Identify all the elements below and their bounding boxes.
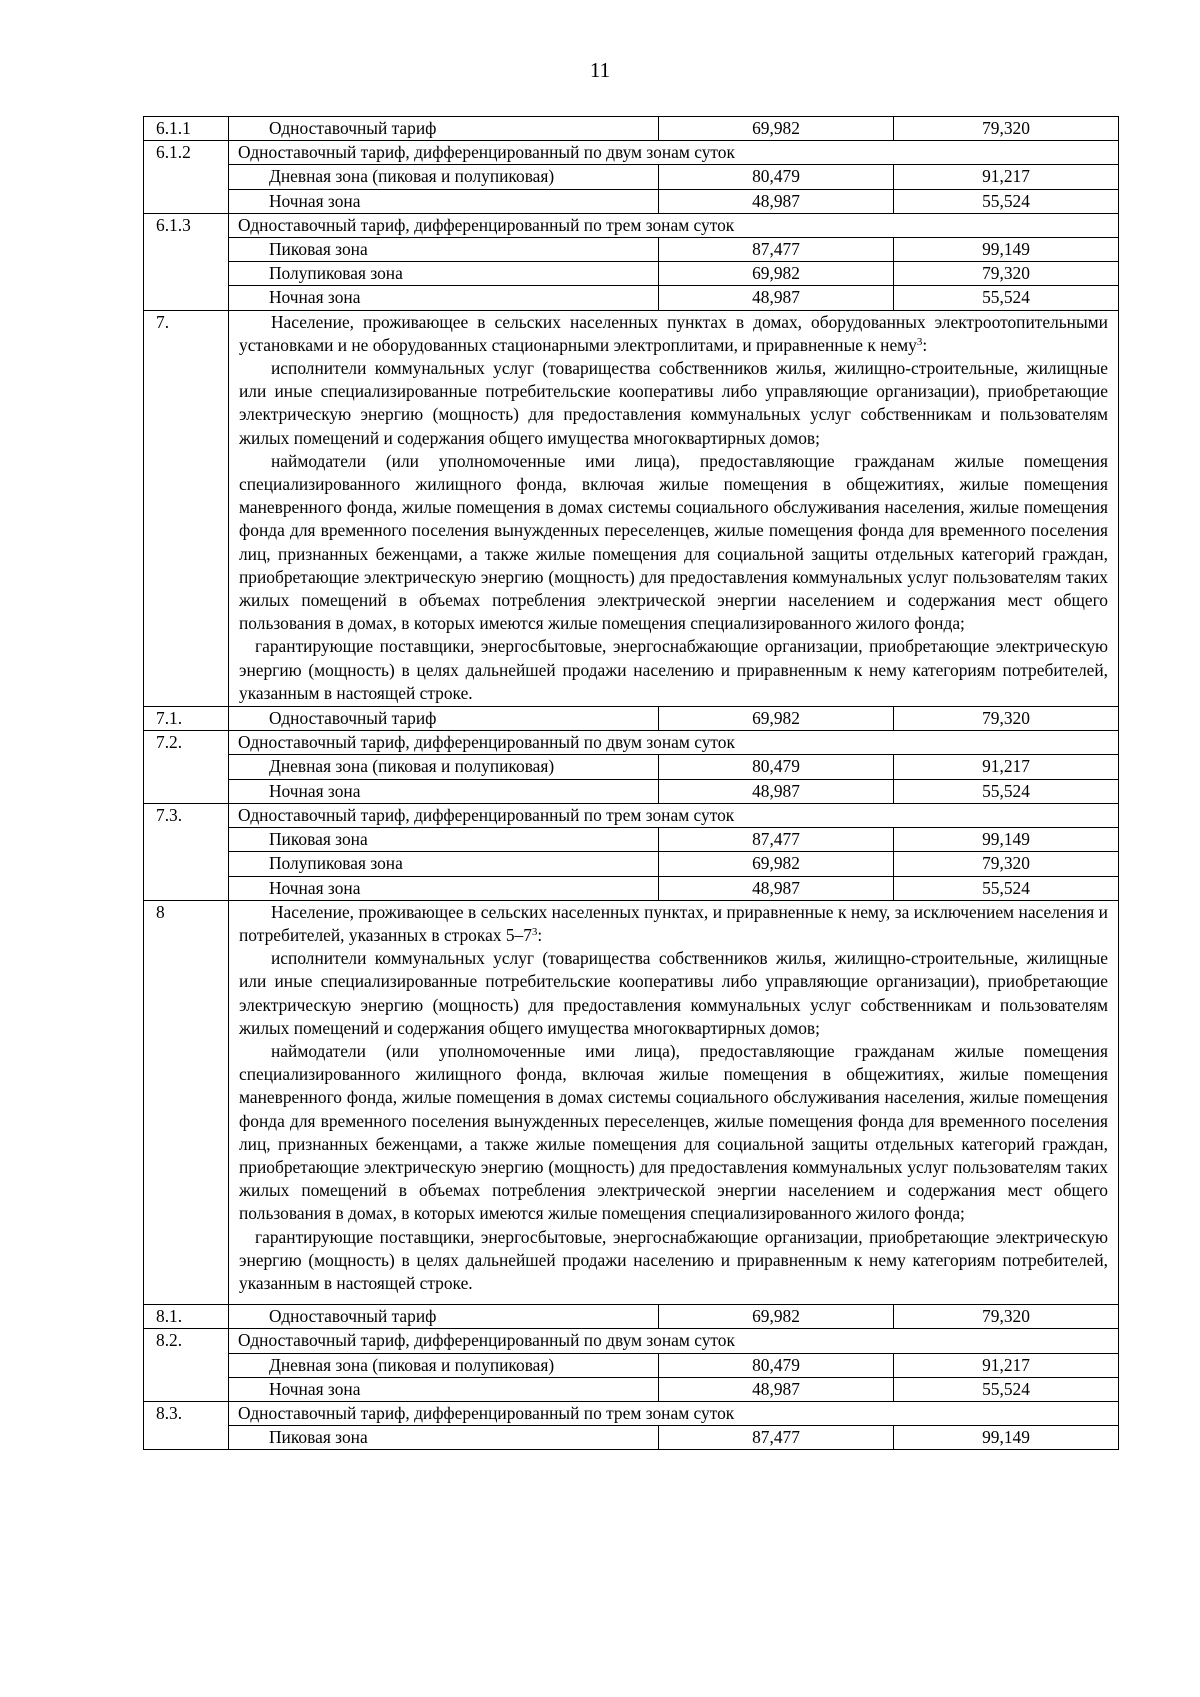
tariff-value-1: 48,987 bbox=[659, 876, 894, 900]
tariff-value-1: 69,982 bbox=[659, 117, 894, 141]
table-row bbox=[144, 731, 1119, 755]
footnote-ref: 3 bbox=[916, 335, 923, 348]
table-row bbox=[144, 1401, 1119, 1425]
tariff-name: Ночная зона bbox=[229, 876, 659, 900]
table-row bbox=[144, 803, 1119, 827]
tariff-name: Одноставочный тариф bbox=[229, 1305, 659, 1329]
table-row bbox=[144, 1353, 1119, 1377]
description-paragraph: наймодатели (или уполномоченные ими лица), предоставляющие гражданам жилые помещения специализированного жилищного фонда, включая жилые помещения в общежитиях, жилые помещения маневренного фонда, жилые помещения в домах системы социального обслуживания населения, жилые помещения фонда для временного поселения вынужденных переселенцев, жилые помещения фонда для временного поселения лиц, признанных беженцами, а также жилые помещения для социальной защиты отдельных категорий граждан, приобретающие электрическую энергию (мощность) для предоставления коммунальных услуг пользователям таких жилых помещений в объемах потребления электрической энергии населением и содержания мест общего пользования в домах, в которых имеются жилые помещения специализированного жилого фонда; bbox=[239, 1040, 1108, 1224]
tariff-value-1: 87,477 bbox=[659, 828, 894, 852]
tariff-value-2: 91,217 bbox=[894, 755, 1119, 779]
row-number: 8 bbox=[144, 900, 229, 1304]
description-paragraph: наймодатели (или уполномоченные ими лица), предоставляющие гражданам жилые помещения специализированного жилищного фонда, включая жилые помещения в общежитиях, жилые помещения маневренного фонда, жилые помещения в домах системы социального обслуживания населения, жилые помещения фонда для временного поселения вынужденных переселенцев, жилые помещения фонда для временного поселения лиц, признанных беженцами, а также жилые помещения для социальной защиты отдельных категорий граждан, приобретающие электрическую энергию (мощность) для предоставления коммунальных услуг пользователям таких жилых помещений в объемах потребления электрической энергии населением и содержания мест общего пользования в домах, в которых имеются жилые помещения специализированного жилого фонда; bbox=[239, 450, 1108, 634]
tariff-name: Пиковая зона bbox=[229, 238, 659, 262]
tariff-value-1: 69,982 bbox=[659, 707, 894, 731]
row-number: 7.2. bbox=[144, 731, 229, 804]
tariff-table bbox=[143, 116, 1119, 1450]
tariff-value-1: 69,982 bbox=[659, 262, 894, 286]
table-row bbox=[144, 117, 1119, 141]
tariff-value-1: 48,987 bbox=[659, 1377, 894, 1401]
table-row bbox=[144, 852, 1119, 876]
table-row bbox=[144, 286, 1119, 310]
row-number: 7. bbox=[144, 310, 229, 706]
table-row bbox=[144, 755, 1119, 779]
tariff-name: Полупиковая зона bbox=[229, 262, 659, 286]
tariff-value-2: 55,524 bbox=[894, 189, 1119, 213]
tariff-value-2: 79,320 bbox=[894, 262, 1119, 286]
table-row bbox=[144, 141, 1119, 165]
tariff-value-1: 48,987 bbox=[659, 189, 894, 213]
tariff-name: Ночная зона bbox=[229, 1377, 659, 1401]
table-row bbox=[144, 238, 1119, 262]
table-row bbox=[144, 900, 1119, 1304]
tariff-value-1: 80,479 bbox=[659, 1353, 894, 1377]
row-number: 7.1. bbox=[144, 707, 229, 731]
tariff-value-2: 99,149 bbox=[894, 1426, 1119, 1450]
description-paragraph: Население, проживающее в сельских населенных пунктах, и приравненные к нему, за исключением населения и потребителей, указанных в строках $5-7^3$: bbox=[239, 901, 1108, 945]
table-row bbox=[144, 213, 1119, 237]
tariff-name: Дневная зона (пиковая и полупиковая) bbox=[229, 755, 659, 779]
tariff-value-1: 80,479 bbox=[659, 165, 894, 189]
tariff-group-heading: Одноставочный тариф, дифференцированный по трем зонам суток bbox=[229, 1401, 1119, 1425]
tariff-name: Ночная зона bbox=[229, 189, 659, 213]
tariff-value-1: 69,982 bbox=[659, 852, 894, 876]
tariff-value-2: 99,149 bbox=[894, 238, 1119, 262]
tariff-value-2: 91,217 bbox=[894, 1353, 1119, 1377]
row-number: 6.1.1 bbox=[144, 117, 229, 141]
tariff-value-2: 79,320 bbox=[894, 1305, 1119, 1329]
table-row bbox=[144, 310, 1119, 706]
tariff-group-heading: Одноставочный тариф, дифференцированный по трем зонам суток bbox=[229, 803, 1119, 827]
tariff-value-2: 55,524 bbox=[894, 286, 1119, 310]
tariff-name: Одноставочный тариф bbox=[229, 707, 659, 731]
tariff-group-heading: Одноставочный тариф, дифференцированный по двум зонам суток bbox=[229, 731, 1119, 755]
table-row bbox=[144, 1377, 1119, 1401]
page-number: 11 bbox=[589, 58, 611, 82]
tariff-group-heading: Одноставочный тариф, дифференцированный по двум зонам суток bbox=[229, 1329, 1119, 1353]
row-number: 8.1. bbox=[144, 1305, 229, 1329]
tariff-value-1: 80,479 bbox=[659, 755, 894, 779]
tariff-name: Пиковая зона bbox=[229, 1426, 659, 1450]
tariff-name: Дневная зона (пиковая и полупиковая) bbox=[229, 165, 659, 189]
tariff-value-2: 55,524 bbox=[894, 1377, 1119, 1401]
tariff-value-1: 87,477 bbox=[659, 238, 894, 262]
tariff-group-heading: Одноставочный тариф, дифференцированный по трем зонам суток bbox=[229, 213, 1119, 237]
table-row bbox=[144, 1426, 1119, 1450]
table-row bbox=[144, 189, 1119, 213]
table-row bbox=[144, 707, 1119, 731]
description-paragraph: исполнители коммунальных услуг (товарищества собственников жилья, жилищно-строительные, жилищные или иные специализированные потребительские кооперативы либо управляющие организации), приобретающие электрическую энергию (мощность) для предоставления коммунальных услуг собственникам и пользователям жилых помещений и содержания общего имущества многоквартирных домов; bbox=[239, 948, 1108, 1038]
description-paragraph: исполнители коммунальных услуг (товарищества собственников жилья, жилищно-строительные, жилищные или иные специализированные потребительские кооперативы либо управляющие организации), приобретающие электрическую энергию (мощность) для предоставления коммунальных услуг собственникам и пользователям жилых помещений и содержания общего имущества многоквартирных домов; bbox=[239, 358, 1108, 448]
table-row bbox=[144, 779, 1119, 803]
row-number: 7.3. bbox=[144, 803, 229, 900]
tariff-name: Дневная зона (пиковая и полупиковая) bbox=[229, 1353, 659, 1377]
tariff-value-2: 91,217 bbox=[894, 165, 1119, 189]
consumer-group-description bbox=[229, 310, 1119, 706]
consumer-group-description bbox=[229, 900, 1119, 1304]
tariff-name: Полупиковая зона bbox=[229, 852, 659, 876]
tariff-value-2: 79,320 bbox=[894, 707, 1119, 731]
tariff-value-1: 69,982 bbox=[659, 1305, 894, 1329]
tariff-name: Ночная зона bbox=[229, 286, 659, 310]
tariff-value-2: 99,149 bbox=[894, 828, 1119, 852]
row-number: 8.3. bbox=[144, 1401, 229, 1449]
tariff-value-1: 87,477 bbox=[659, 1426, 894, 1450]
footnote-ref: 3 bbox=[531, 925, 538, 938]
row-number: 6.1.2 bbox=[144, 141, 229, 214]
description-paragraph: гарантирующие поставщики, энергосбытовые, энергоснабжающие организации, приобретающие электрическую энергию (мощность) в целях дальнейшей продажи населению и приравненным к нему категориям потребителей, указанным в настоящей строке. bbox=[239, 636, 1108, 703]
tariff-name: Ночная зона bbox=[229, 779, 659, 803]
table-row bbox=[144, 1329, 1119, 1353]
tariff-name: Одноставочный тариф bbox=[229, 117, 659, 141]
row-number: 8.2. bbox=[144, 1329, 229, 1402]
tariff-value-1: 48,987 bbox=[659, 779, 894, 803]
description-paragraph: Население, проживающее в сельских населенных пунктах в домах, оборудованных электроотопительными установками и не оборудованных стационарными электроплитами, и приравненные к нему$^3$: bbox=[239, 311, 1108, 355]
table-row bbox=[144, 828, 1119, 852]
table-row bbox=[144, 876, 1119, 900]
table-row bbox=[144, 1305, 1119, 1329]
tariff-value-2: 79,320 bbox=[894, 117, 1119, 141]
tariff-value-2: 55,524 bbox=[894, 779, 1119, 803]
table-row bbox=[144, 165, 1119, 189]
tariff-group-heading: Одноставочный тариф, дифференцированный по двум зонам суток bbox=[229, 141, 1119, 165]
description-paragraph: гарантирующие поставщики, энергосбытовые, энергоснабжающие организации, приобретающие электрическую энергию (мощность) в целях дальнейшей продажи населению и приравненным к нему категориям потребителей, указанным в настоящей строке. bbox=[239, 1226, 1108, 1293]
tariff-value-2: 55,524 bbox=[894, 876, 1119, 900]
tariff-value-2: 79,320 bbox=[894, 852, 1119, 876]
table-row bbox=[144, 262, 1119, 286]
row-number: 6.1.3 bbox=[144, 213, 229, 310]
tariff-name: Пиковая зона bbox=[229, 828, 659, 852]
tariff-value-1: 48,987 bbox=[659, 286, 894, 310]
